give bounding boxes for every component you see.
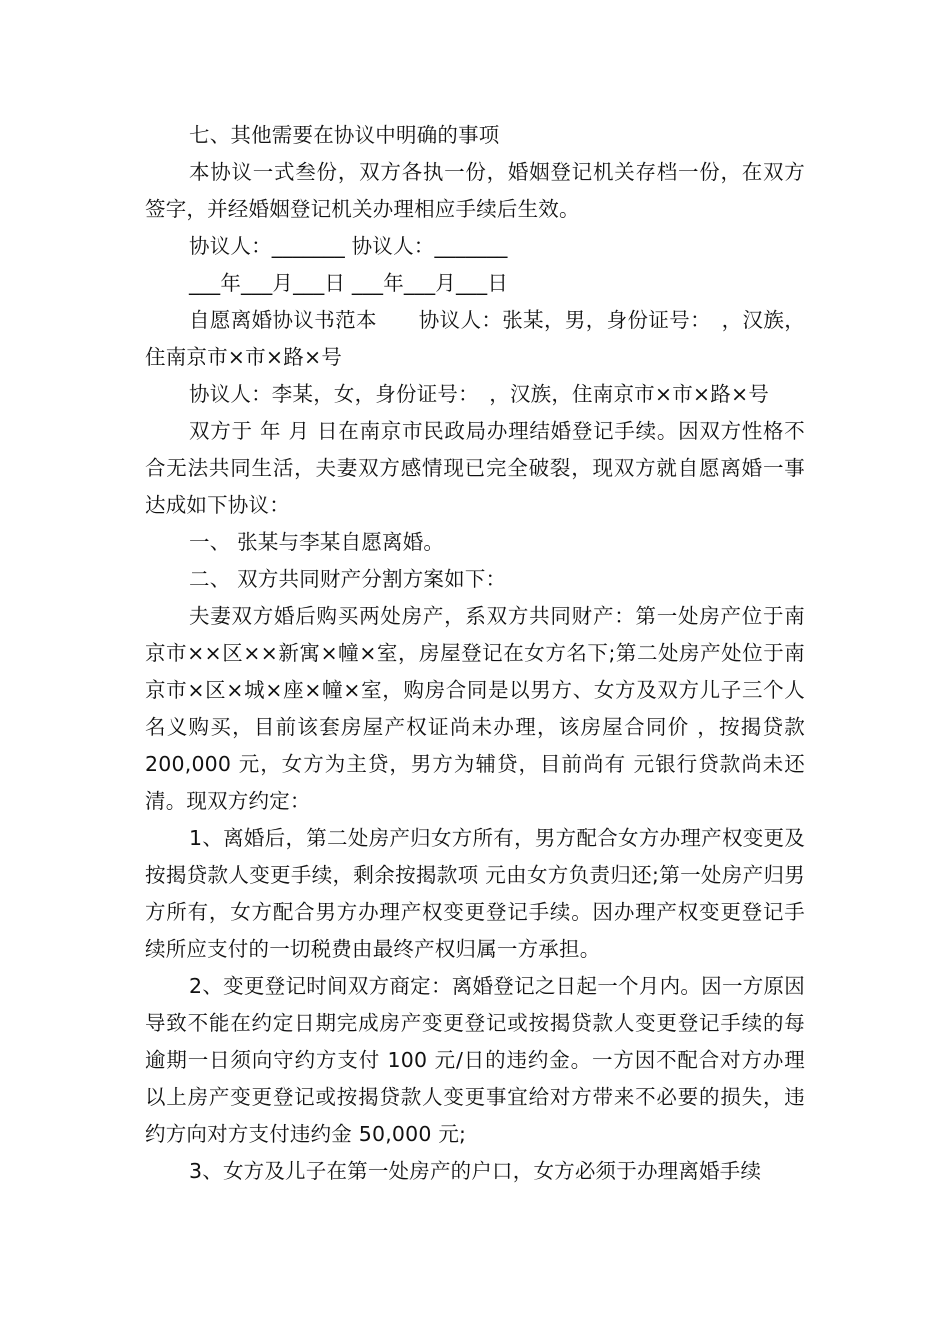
document-body [145, 117, 805, 1190]
agreement-copies-paragraph: 本协议一式叁份，双方各执一份，婚姻登记机关存档一份，在双方签字，并经婚姻登记机关办理相应手续后生效。 [145, 160, 805, 221]
template-title-party-a: 自愿离婚协议书范本 协议人：张某，男，身份证号： ，汉族，住南京市×市×路×号 [145, 308, 805, 369]
property-paragraph: 夫妻双方婚后购买两处房产，系双方共同财产：第一处房产位于南京市××区××新寓×幢×室，房屋登记在女方名下;第二处房产处位于南京市×区×城×座×幢×室，购房合同是以男方、女方及双方儿子三个人名义购买，目前该套房屋产权证尚未办理，该房屋合同价 ，按揭贷款 200,000 元，女方为主贷，男方为辅贷，目前尚有 元银行贷款尚未还清。现双方约定： [145, 604, 805, 813]
property-item-2: 2、变更登记时间双方商定：离婚登记之日起一个月内。因一方原因导致不能在约定日期完成房产变更登记或按揭贷款人变更登记手续的每逾期一日须向守约方支付 100 元/日的违约金。一方因不配合对方办理以上房产变更登记或按揭贷款人变更事宜给对方带来不必要的损失，违约方向对方支付违约金 50,000 元; [145, 974, 805, 1146]
signature-line: 协议人：_______ 协议人：_______ [189, 234, 508, 258]
clause-1: 一、 张某与李某自愿离婚。 [189, 530, 445, 554]
date-line: ___年___月___日 ___年___月___日 [189, 271, 509, 295]
property-item-1: 1、离婚后，第二处房产归女方所有，男方配合女方办理产权变更及按揭贷款人变更手续，剩余按揭款项 元由女方负责归还;第一处房产归男方所有，女方配合男方办理产权变更登记手续。因办理产权变更登记手续所应支付的一切税费由最终产权归属一方承担。 [145, 826, 805, 961]
property-item-3: 3、女方及儿子在第一处房产的户口，女方必须于办理离婚手续 [189, 1159, 762, 1183]
marriage-registration-paragraph: 双方于 年 月 日在南京市民政局办理结婚登记手续。因双方性格不合无法共同生活，夫妻双方感情现已完全破裂，现双方就自愿离婚一事达成如下协议： [145, 419, 805, 517]
section-heading-7: 七、其他需要在协议中明确的事项 [189, 123, 500, 147]
clause-2: 二、 双方共同财产分割方案如下： [189, 567, 507, 591]
party-b-line: 协议人：李某，女，身份证号： ，汉族，住南京市×市×路×号 [189, 382, 770, 406]
